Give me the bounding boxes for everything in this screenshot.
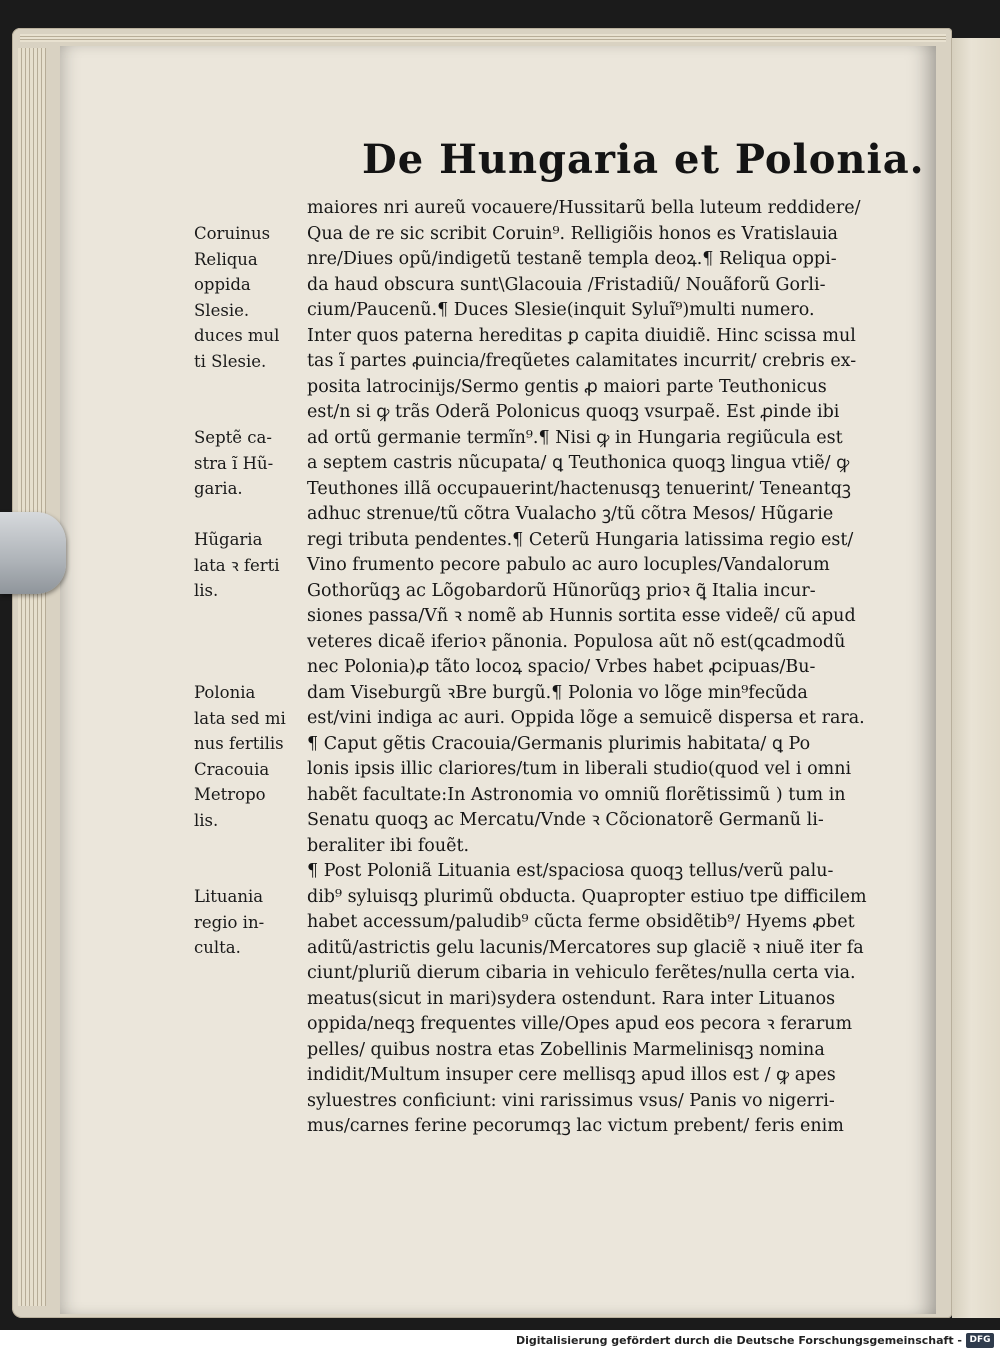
marginal-note-line: Reliqua bbox=[194, 249, 258, 269]
text-line: Inter quos paterna hereditas ꝑ capita diuidiẽ. Hinc scissa mul bbox=[307, 325, 856, 346]
text-line: cium/Paucenũ.¶ Duces Slesie(inquit Syluĩ⁹)multi numero. bbox=[307, 300, 815, 320]
marginal-note-hungaria bbox=[194, 527, 294, 604]
funding-credit: Digitalisierung gefördert durch die Deutsche Forschungsgemeinschaft - bbox=[515, 1334, 962, 1347]
marginal-note-line: Slesie. bbox=[194, 300, 250, 320]
page-clip bbox=[0, 512, 66, 594]
facing-page-edge bbox=[952, 38, 1000, 1318]
marginal-note-line: culta. bbox=[194, 938, 241, 957]
marginal-note-polonia bbox=[194, 680, 294, 833]
text-line: maiores nri aureũ vocauere/Hussitarũ bella luteum reddidere/ bbox=[307, 198, 861, 218]
marginal-note-line: lis. bbox=[194, 810, 219, 830]
text-line: Qua de re sic scribit Coruin⁹. Relligiõis honos es Vratislauia bbox=[307, 223, 838, 244]
dfg-logo: DFG bbox=[966, 1333, 994, 1348]
footer-bar bbox=[0, 1330, 1000, 1353]
text-line: a septem castris nũcupata/ ꝗ Teuthonica quoqꝫ lingua vtiẽ/ ꝙ bbox=[307, 453, 850, 473]
text-line: regi tributa pendentes.¶ Ceterũ Hungaria latissima regio est/ bbox=[307, 529, 854, 550]
text-line: adhuc strenue/tũ cõtra Vualacho ꝫ/tũ cõtra Mesos/ Hũgarie bbox=[307, 504, 834, 524]
marginal-note-line: Metropo bbox=[194, 785, 266, 804]
text-line: veteres dicaẽ iferioꝛ pãnonia. Populosa aũt nõ est(ꝗcadmodũ bbox=[307, 631, 846, 652]
text-line: dam Viseburgũ ꝛBre burgũ.¶ Polonia vo lõge min⁹fecũda bbox=[307, 682, 808, 703]
text-line: ciunt/pluriũ dierum cibaria in vehiculo ferẽtes/nulla certa via. bbox=[307, 963, 856, 983]
marginal-note-coruinus bbox=[194, 221, 294, 374]
text-line: meatus(sicut in mari)sydera ostendunt. Rara inter Lituanos bbox=[307, 988, 836, 1009]
text-line: tas ĩ partes ꝓuincia/freqũetes calamitates incurrit/ crebris ex- bbox=[307, 351, 857, 371]
text-line: Gothorũqꝫ ac Lõgobardorũ Hũnorũqꝫ prioꝛ ꝗ̃ Italia incur- bbox=[307, 580, 816, 601]
marginal-note-line: Lituania bbox=[194, 887, 264, 906]
marginal-note-line: lata ꝛ ferti bbox=[194, 555, 280, 575]
text-line: ¶ Post Poloniã Lituania est/spaciosa quoqꝫ tellus/verũ palu- bbox=[307, 861, 834, 881]
text-line: est/vini indiga ac auri. Oppida lõge a semuicẽ dispersa et rara. bbox=[307, 708, 865, 728]
page-title: De Hungaria et Polonia. bbox=[362, 136, 925, 183]
marginal-note-line: lata sed mi bbox=[194, 708, 286, 728]
text-line: siones passa/Vñ ꝛ nomẽ ab Hunnis sortita esse videẽ/ cũ apud bbox=[307, 606, 856, 626]
text-line: aditũ/astrictis gelu lacunis/Mercatores sup glaciẽ ꝛ niuẽ iter fa bbox=[307, 937, 864, 958]
marginal-note-line: regio in- bbox=[194, 912, 265, 932]
main-text-block bbox=[307, 196, 907, 1140]
text-line: lonis ipsis illic clariores/tum in liberali studio(quod vel i omni bbox=[307, 759, 852, 779]
text-line: pelles/ quibus nostra etas Zobellinis Marmelinisqꝫ nomina bbox=[307, 1039, 825, 1060]
text-line: nec Polonia)ꝓ tãto locoꝝ spacio/ Vrbes habet ꝓcipuas/Bu- bbox=[307, 657, 816, 677]
marginal-note-lituania bbox=[194, 884, 294, 961]
text-line: indidit/Multum insuper cere mellisqꝫ apud illos est / ꝙ apes bbox=[307, 1065, 836, 1085]
marginal-note-line: Hũgaria bbox=[194, 530, 263, 549]
marginal-note-line: garia. bbox=[194, 479, 243, 498]
text-line: Teuthones illã occupauerint/hactenusqꝫ tenuerint/ Teneantqꝫ bbox=[307, 478, 851, 499]
text-line: da haud obscura sunt\Glacouia /Fristadiũ/ Nouãforũ Gorli- bbox=[307, 274, 826, 295]
text-line: ad ortũ germanie termĩn⁹.¶ Nisi ꝙ in Hungaria regiũcula est bbox=[307, 427, 843, 448]
text-line: oppida/neqꝫ frequentes ville/Opes apud eos pecora ꝛ ferarum bbox=[307, 1014, 853, 1034]
text-line: mus/carnes ferine pecorumqꝫ lac victum prebent/ feris enim bbox=[307, 1116, 844, 1136]
marginal-note-line: oppida bbox=[194, 275, 251, 294]
marginal-note-line: Septẽ ca- bbox=[194, 428, 272, 447]
text-line: syluestres conficiunt: vini rarissimus vsus/ Panis vo nigerri- bbox=[307, 1090, 835, 1111]
marginal-note-line: stra ĩ Hũ- bbox=[194, 453, 274, 473]
text-line: Senatu quoqꝫ ac Mercatu/Vnde ꝛ Cõcionatorẽ Germanũ li- bbox=[307, 810, 824, 830]
text-line: dib⁹ syluisqꝫ plurimũ obducta. Quapropter estiuo tpe difficilem bbox=[307, 886, 867, 907]
text-line: Vino frumento pecore pabulo ac auro locuples/Vandalorum bbox=[307, 555, 830, 575]
text-line: habet accessum/paludib⁹ cũcta ferme obsidẽtib⁹/ Hyems ꝓbet bbox=[307, 912, 855, 932]
marginal-note-line: Cracouia bbox=[194, 759, 270, 779]
text-line: posita latrocinijs/Sermo gentis ꝓ maiori parte Teuthonicus bbox=[307, 376, 827, 397]
text-line: habẽt facultate:In Astronomia vo omniũ florẽtissimũ ) tum in bbox=[307, 784, 846, 805]
marginal-note-line: lis. bbox=[194, 581, 219, 600]
marginal-note-line: Coruinus bbox=[194, 224, 271, 243]
text-line: nre/Diues opũ/indigetũ testanẽ templa deoꝝ.¶ Reliqua oppi- bbox=[307, 249, 837, 269]
marginal-note-line: ti Slesie. bbox=[194, 351, 267, 371]
marginal-note-septem-castra bbox=[194, 425, 294, 502]
marginal-note-line: nus fertilis bbox=[194, 734, 284, 753]
text-line: ¶ Caput gẽtis Cracouia/Germanis plurimis habitata/ ꝗ Po bbox=[307, 733, 811, 754]
text-line: beraliter ibi fouẽt. bbox=[307, 835, 470, 856]
marginal-note-line: duces mul bbox=[194, 326, 280, 345]
text-line: est/n si ꝙ trãs Oderã Polonicus quoqꝫ vsurpaẽ. Est ꝓinde ibi bbox=[307, 402, 840, 422]
marginal-note-line: Polonia bbox=[194, 683, 256, 702]
